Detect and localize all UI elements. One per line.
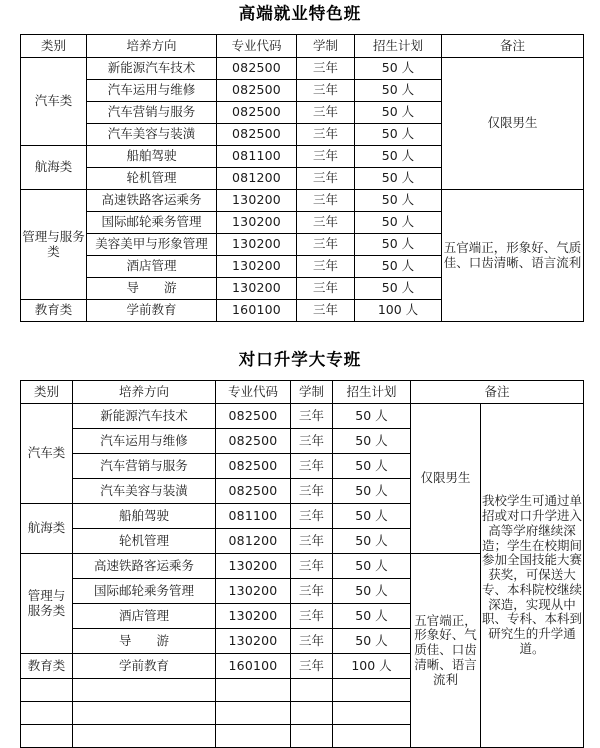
table-1-wrapper	[20, 34, 584, 322]
cell-direction: 国际邮轮乘务管理	[87, 212, 217, 234]
cell-plan: 50 人	[355, 146, 442, 168]
cell-length: 三年	[291, 404, 333, 429]
cell-length: 三年	[297, 256, 355, 278]
cell-empty	[216, 725, 291, 748]
cell-direction: 汽车美容与装潢	[87, 124, 217, 146]
table-1-header-row	[21, 35, 584, 58]
cell-plan: 100 人	[355, 300, 442, 322]
cell-code: 130200	[217, 278, 297, 300]
cell-empty	[21, 679, 73, 702]
table-2-title: 对口升学大专班	[238, 350, 362, 369]
cell-empty	[21, 702, 73, 725]
cell-plan: 50 人	[333, 629, 411, 654]
cell-plan: 50 人	[355, 102, 442, 124]
cell-length: 三年	[297, 278, 355, 300]
cell-direction: 导 游	[87, 278, 217, 300]
cell-length: 三年	[291, 479, 333, 504]
cell-plan: 50 人	[333, 454, 411, 479]
col-header-plan: 招生计划	[333, 381, 411, 404]
cell-direction: 新能源汽车技术	[87, 58, 217, 80]
cell-direction: 国际邮轮乘务管理	[73, 579, 216, 604]
cell-empty	[216, 679, 291, 702]
cell-direction: 学前教育	[87, 300, 217, 322]
table-row	[21, 190, 584, 212]
cell-direction: 汽车营销与服务	[87, 102, 217, 124]
cell-category: 教育类	[21, 654, 73, 679]
cell-empty	[73, 725, 216, 748]
col-header-category: 类别	[21, 35, 87, 58]
cell-plan: 50 人	[333, 404, 411, 429]
cell-empty	[291, 725, 333, 748]
cell-code: 081100	[217, 146, 297, 168]
cell-length: 三年	[291, 529, 333, 554]
cell-code: 130200	[217, 190, 297, 212]
cell-note-left: 五官端正，形象好、气质佳、口齿清晰、语言流利	[411, 554, 481, 748]
cell-plan: 50 人	[355, 278, 442, 300]
cell-direction: 汽车营销与服务	[73, 454, 216, 479]
cell-code: 082500	[216, 479, 291, 504]
cell-code: 082500	[217, 102, 297, 124]
cell-note-left: 仅限男生	[411, 404, 481, 554]
cell-plan: 50 人	[333, 504, 411, 529]
cell-empty	[333, 679, 411, 702]
cell-plan: 50 人	[333, 479, 411, 504]
cell-code: 081200	[216, 529, 291, 554]
col-header-plan: 招生计划	[355, 35, 442, 58]
cell-length: 三年	[297, 190, 355, 212]
cell-length: 三年	[297, 124, 355, 146]
cell-code: 081200	[217, 168, 297, 190]
cell-empty	[73, 679, 216, 702]
cell-code: 130200	[216, 629, 291, 654]
cell-category: 航海类	[21, 504, 73, 554]
high-end-employment-table	[20, 34, 584, 322]
cell-plan: 50 人	[355, 124, 442, 146]
cell-code: 160100	[216, 654, 291, 679]
cell-direction: 高速铁路客运乘务	[73, 554, 216, 579]
col-header-category: 类别	[21, 381, 73, 404]
vocational-advancement-table	[20, 380, 584, 748]
cell-plan: 50 人	[333, 579, 411, 604]
cell-plan: 50 人	[333, 429, 411, 454]
cell-length: 三年	[291, 554, 333, 579]
table-row	[21, 58, 584, 80]
cell-plan: 50 人	[355, 190, 442, 212]
cell-empty	[333, 702, 411, 725]
cell-direction: 导 游	[73, 629, 216, 654]
cell-length: 三年	[297, 168, 355, 190]
cell-plan: 50 人	[333, 529, 411, 554]
col-header-code: 专业代码	[216, 381, 291, 404]
cell-direction: 高速铁路客运乘务	[87, 190, 217, 212]
table-row	[21, 404, 584, 429]
table-2-wrapper	[20, 380, 584, 748]
cell-category: 汽车类	[21, 58, 87, 146]
cell-length: 三年	[291, 454, 333, 479]
cell-plan: 50 人	[355, 234, 442, 256]
cell-note-right: 我校学生可通过单招或对口升学进入高等学府继续深造；学生在校期间参加全国技能大赛获奖，可保送大专、本科院校继续深造，实现从中职、专科、本科到研究生的升学通道。	[481, 404, 584, 748]
cell-code: 082500	[217, 124, 297, 146]
cell-code: 160100	[217, 300, 297, 322]
col-header-direction: 培养方向	[87, 35, 217, 58]
cell-direction: 美容美甲与形象管理	[87, 234, 217, 256]
cell-plan: 50 人	[333, 554, 411, 579]
cell-code: 082500	[216, 404, 291, 429]
cell-direction: 轮机管理	[87, 168, 217, 190]
cell-length: 三年	[297, 234, 355, 256]
col-header-code: 专业代码	[217, 35, 297, 58]
cell-code: 081100	[216, 504, 291, 529]
cell-length: 三年	[297, 102, 355, 124]
cell-length: 三年	[291, 629, 333, 654]
table-1-title: 高端就业特色班	[238, 4, 362, 23]
cell-category: 教育类	[21, 300, 87, 322]
cell-code: 130200	[217, 234, 297, 256]
cell-length: 三年	[297, 80, 355, 102]
cell-plan: 50 人	[355, 80, 442, 102]
cell-category: 航海类	[21, 146, 87, 190]
cell-code: 130200	[216, 554, 291, 579]
cell-note: 五官端正，形象好、气质佳、口齿清晰、语言流利	[442, 190, 584, 322]
cell-code: 130200	[216, 579, 291, 604]
cell-plan: 50 人	[355, 212, 442, 234]
cell-category: 管理与服务类	[21, 190, 87, 300]
cell-length: 三年	[291, 604, 333, 629]
cell-plan: 50 人	[355, 168, 442, 190]
cell-empty	[291, 679, 333, 702]
cell-code: 130200	[216, 604, 291, 629]
cell-empty	[333, 725, 411, 748]
cell-length: 三年	[297, 300, 355, 322]
cell-code: 082500	[216, 429, 291, 454]
cell-category: 汽车类	[21, 404, 73, 504]
cell-code: 082500	[217, 58, 297, 80]
cell-direction: 酒店管理	[73, 604, 216, 629]
cell-note: 仅限男生	[442, 58, 584, 190]
cell-length: 三年	[297, 146, 355, 168]
col-header-length: 学制	[291, 381, 333, 404]
cell-direction: 酒店管理	[87, 256, 217, 278]
cell-direction: 汽车运用与维修	[73, 429, 216, 454]
cell-direction: 船舶驾驶	[87, 146, 217, 168]
cell-direction: 新能源汽车技术	[73, 404, 216, 429]
cell-category: 管理与服务类	[21, 554, 73, 654]
cell-plan: 50 人	[333, 604, 411, 629]
cell-empty	[21, 725, 73, 748]
cell-code: 130200	[217, 256, 297, 278]
cell-plan: 100 人	[333, 654, 411, 679]
cell-plan: 50 人	[355, 58, 442, 80]
cell-length: 三年	[291, 429, 333, 454]
cell-length: 三年	[291, 654, 333, 679]
cell-length: 三年	[291, 579, 333, 604]
cell-length: 三年	[291, 504, 333, 529]
cell-code: 130200	[217, 212, 297, 234]
col-header-note: 备注	[411, 381, 584, 404]
cell-direction: 船舶驾驶	[73, 504, 216, 529]
table-2-header-row	[21, 381, 584, 404]
cell-plan: 50 人	[355, 256, 442, 278]
cell-empty	[216, 702, 291, 725]
cell-empty	[291, 702, 333, 725]
cell-direction: 轮机管理	[73, 529, 216, 554]
cell-direction: 学前教育	[73, 654, 216, 679]
cell-length: 三年	[297, 212, 355, 234]
cell-empty	[73, 702, 216, 725]
col-header-note: 备注	[442, 35, 584, 58]
cell-length: 三年	[297, 58, 355, 80]
cell-code: 082500	[217, 80, 297, 102]
col-header-direction: 培养方向	[73, 381, 216, 404]
cell-direction: 汽车美容与装潢	[73, 479, 216, 504]
col-header-length: 学制	[297, 35, 355, 58]
cell-direction: 汽车运用与维修	[87, 80, 217, 102]
cell-code: 082500	[216, 454, 291, 479]
